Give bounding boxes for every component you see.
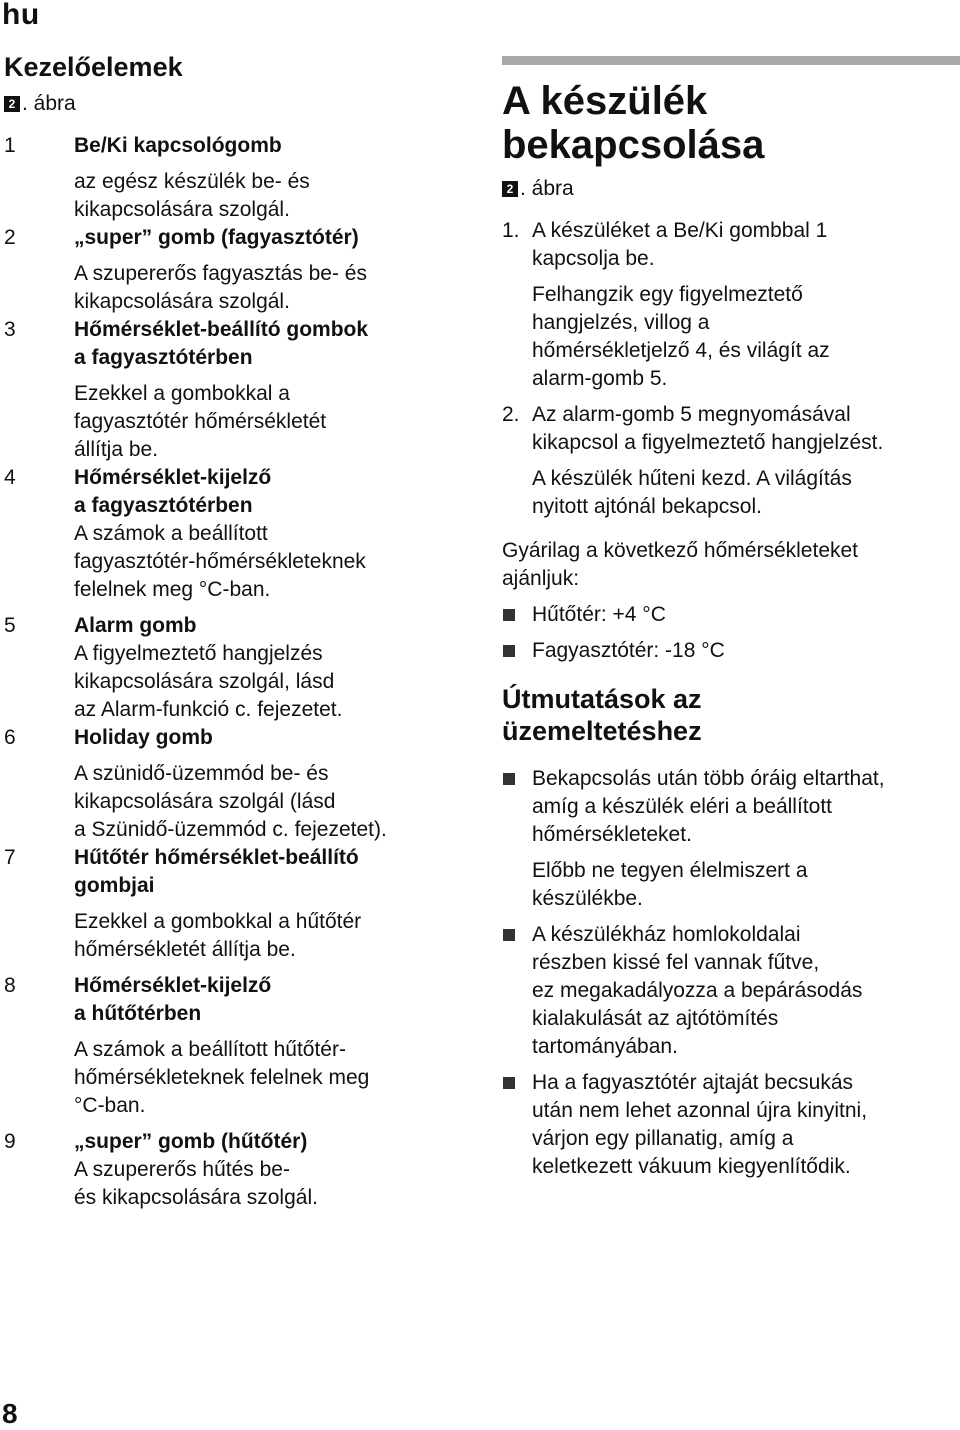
item-description: Ezekkel a gombokkal a fagyasztótér hőmérsékletét állítja be. [74,382,327,461]
item-number: 7 [4,846,16,869]
section-title: Kezelőelemek [4,52,183,82]
item-title: Holiday gomb [74,726,213,749]
step-number: 1. [502,219,520,242]
item-title: Hőmérséklet-beállító gombok a fagyasztótérben [74,318,369,369]
figure-label: . ábra [520,177,574,200]
list-item [4,464,474,604]
item-title: Alarm gomb [74,614,197,637]
figure-reference [502,175,960,203]
bullet-square-icon [503,1077,515,1089]
step-text: Az alarm-gomb 5 megnyomásával kikapcsol a figyelmeztető hangjelzést. [532,403,884,454]
step-number: 2. [502,403,520,426]
figure-label: . ábra [22,92,76,115]
list-item [4,972,474,1120]
step-text: A készüléket a Be/Ki gombbal 1 kapcsolja be. [532,219,828,270]
bullet-square-icon [503,929,515,941]
language-code: hu [2,0,40,31]
item-title: Hűtőtér hőmérséklet-beállító gombjai [74,846,359,897]
page-title: A készülék bekapcsolása [502,79,765,167]
item-title: Be/Ki kapcsológomb [74,134,282,157]
item-title: Hőmérséklet-kijelző a fagyasztótérben [74,466,272,517]
item-number: 9 [4,1130,16,1153]
list-item [4,316,474,464]
step-item [502,217,960,393]
section-divider [502,56,960,65]
switch-on-column [502,56,960,1181]
item-description: A figyelmeztető hangjelzés kikapcsolására szolgál, lásd az Alarm-funkció c. fejezetet. [74,642,343,721]
item-description: Ezekkel a gombokkal a hűtőtér hőmérsékletét állítja be. [74,910,362,961]
step-note: A készülék hűteni kezd. A világítás nyitott ajtónál bekapcsol. [532,467,852,518]
item-description: A szünidő-üzemmód be- és kikapcsolására szolgál (lásd a Szünidő-üzemmód c. fejezetet). [74,762,387,841]
bullet-item [502,921,960,1061]
subsection-title: Útmutatások az üzemeltetéshez [502,684,702,746]
controls-list [4,132,474,1212]
item-description: A szupererős hűtés be- és kikapcsolására szolgál. [74,1158,318,1209]
item-number: 6 [4,726,16,749]
list-item [4,724,474,844]
item-description: az egész készülék be- és kikapcsolására szolgál. [74,170,310,221]
item-number: 8 [4,974,16,997]
controls-column [4,50,474,1212]
recommend-text: Gyárilag a következő hőmérsékleteket ajánljuk: [502,539,859,590]
bullet-text: Fagyasztótér: -18 °C [532,639,725,662]
bullet-item [502,1069,960,1181]
bullet-text: A készülékház homlokoldalai részben kissé fel vannak fűtve, ez megakadályozza a bepárásodás kialakulását az ajtótömítés tartományában. [532,923,863,1058]
item-description: A számok a beállított hűtőtér- hőmérsékleteknek felelnek meg °C-ban. [74,1038,370,1117]
bullet-note: Előbb ne tegyen élelmiszert a készülékbe. [532,859,808,910]
item-number: 2 [4,226,16,249]
bullet-square-icon [503,609,515,621]
bullet-item [502,637,960,665]
figure-number-badge: 2 [4,96,20,112]
figure-reference [4,90,474,118]
item-number: 3 [4,318,16,341]
bullet-text: Ha a fagyasztótér ajtaját becsukás után nem lehet azonnal újra kinyitni, várjon egy pillanatig, amíg a keletkezett vákuum kiegyenlítődik. [532,1071,868,1178]
item-number: 4 [4,466,16,489]
item-title: Hőmérséklet-kijelző a hűtőtérben [74,974,272,1025]
bullet-item [502,765,960,913]
item-description: A számok a beállított fagyasztótér-hőmérsékleteknek felelnek meg °C-ban. [74,522,366,601]
item-number: 5 [4,614,16,637]
page-number: 8 [2,1398,18,1429]
step-note: Felhangzik egy figyelmeztető hangjelzés, villog a hőmérsékletjelző 4, és világít az alarm-gomb 5. [532,283,830,390]
bullet-item [502,601,960,629]
bullet-square-icon [503,773,515,785]
item-title: „super” gomb (hűtőtér) [74,1130,308,1153]
list-item [4,1128,474,1212]
bullet-text: Bekapcsolás után több óráig eltarthat, amíg a készülék eléri a beállított hőmérsékleteket. [532,767,885,846]
list-item [4,612,474,724]
list-item [4,224,474,316]
list-item [4,132,474,224]
bullet-square-icon [503,645,515,657]
list-item [4,844,474,964]
step-item [502,401,960,521]
figure-number-badge: 2 [502,181,518,197]
item-title: „super” gomb (fagyasztótér) [74,226,359,249]
item-description: A szupererős fagyasztás be- és kikapcsolására szolgál. [74,262,367,313]
bullet-text: Hűtőtér: +4 °C [532,603,666,626]
item-number: 1 [4,134,16,157]
